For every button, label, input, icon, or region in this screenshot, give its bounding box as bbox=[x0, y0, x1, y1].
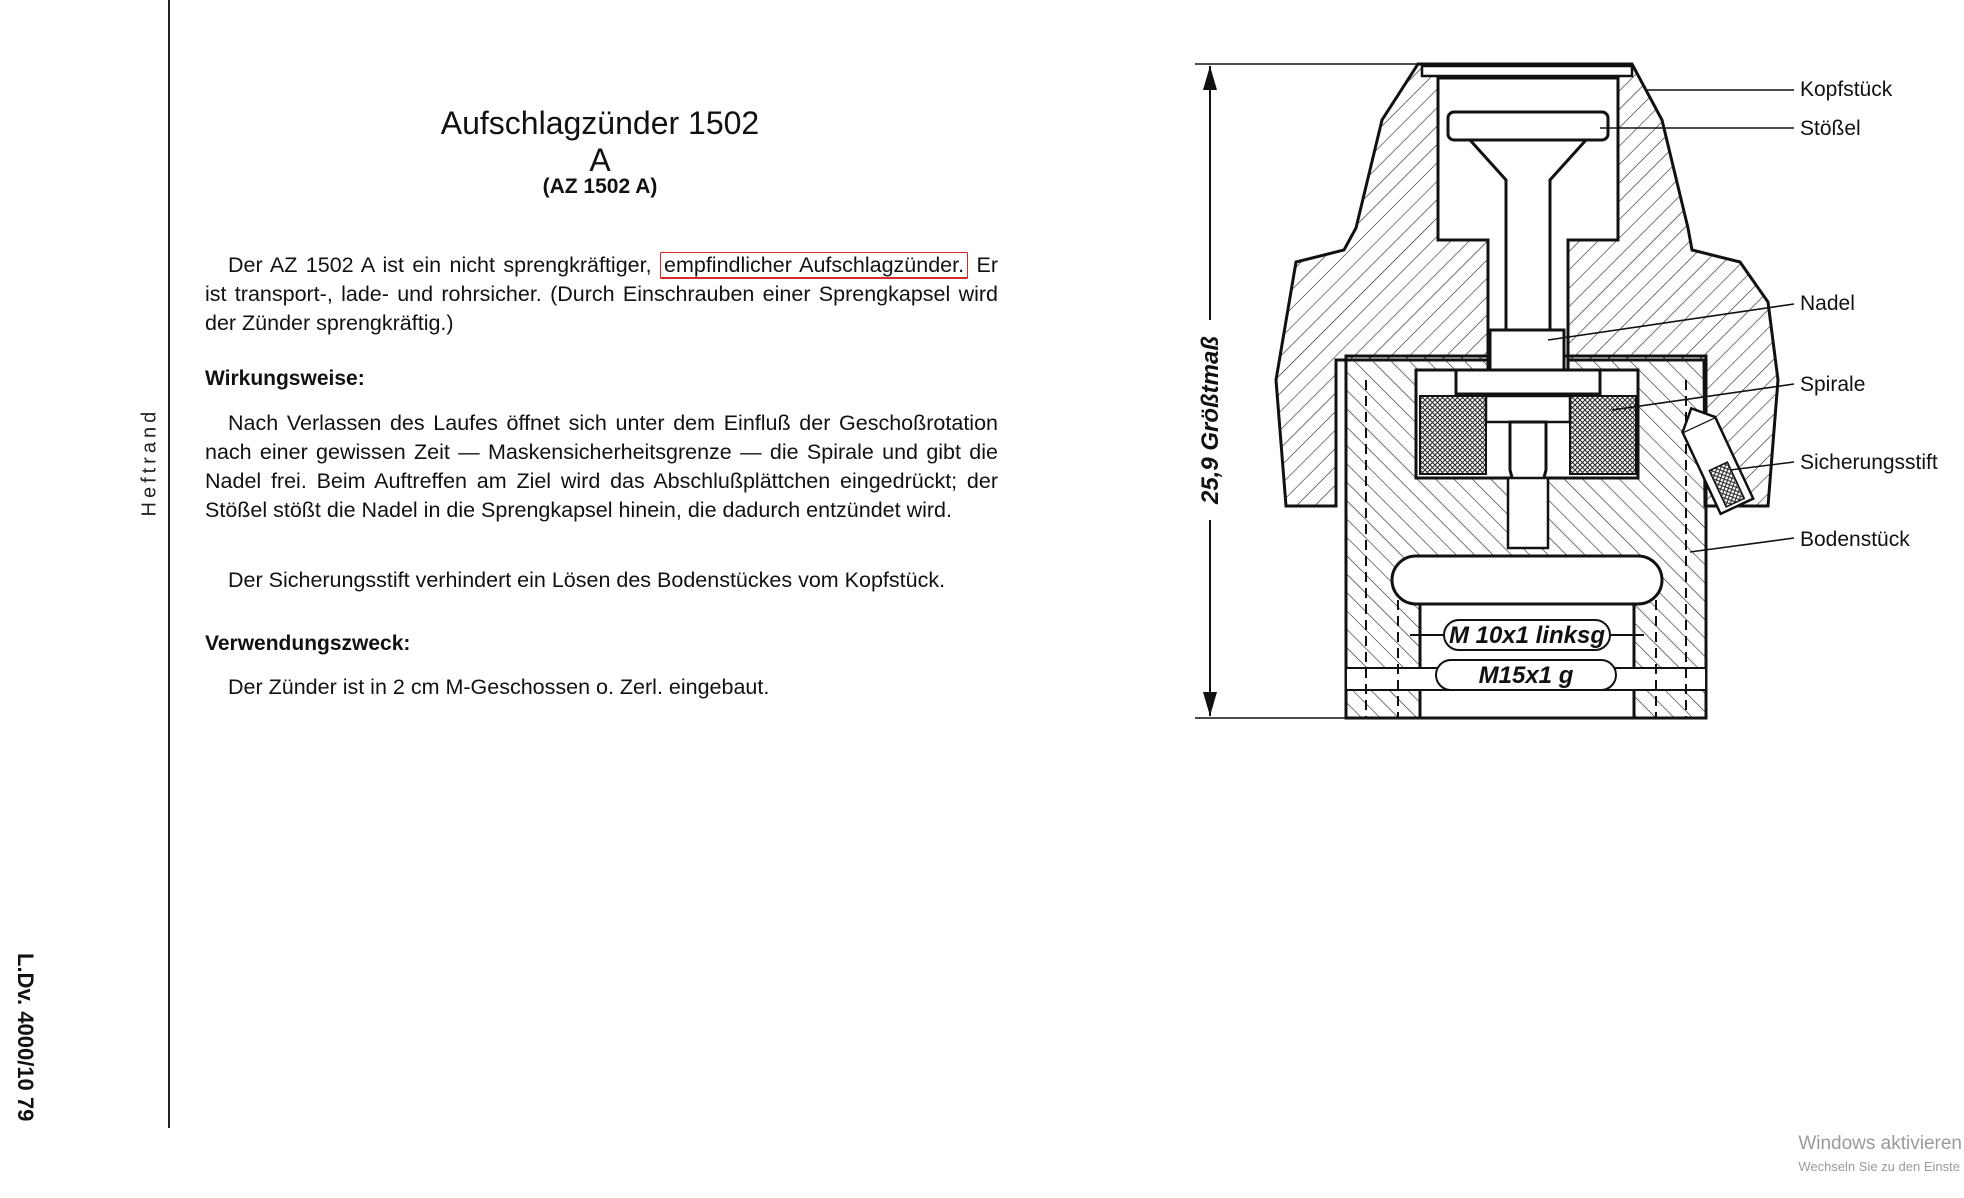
label-kopfstueck: Kopfstück bbox=[1800, 78, 1893, 101]
watermark-line-1: Windows aktivieren bbox=[1798, 1133, 1962, 1154]
heading-wirkungsweise: Wirkungsweise: bbox=[205, 367, 365, 390]
highlighted-phrase: empfindlicher Aufschlagzünder. bbox=[660, 252, 968, 279]
document-reference: L.Dv. 4000/10 79 bbox=[13, 953, 38, 1122]
verwendung-paragraph: Der Zünder ist in 2 cm M-Geschossen o. Zerl. eingebaut. bbox=[228, 675, 770, 699]
spirale-left bbox=[1420, 396, 1486, 474]
intro-text-2: Er ist transport-, lade- und rohrsicher. (Durch Einschrauben einer Sprengkapsel wird der Zünder sprengkräftig.) bbox=[205, 253, 998, 335]
dimension-label: 25,9 Größtmaß bbox=[1197, 335, 1224, 505]
intro-text-1: Der AZ 1502 A ist ein nicht sprengkräftiger, bbox=[228, 253, 660, 277]
windows-activation-watermark bbox=[1798, 1133, 1962, 1174]
fuze-cross-section-diagram bbox=[1150, 40, 1964, 770]
sicherung-paragraph: Der Sicherungsstift verhindert ein Lösen des Bodenstückes vom Kopfstück. bbox=[228, 568, 946, 592]
wirkung-paragraph: Nach Verlassen des Laufes öffnet sich unter dem Einfluß der Geschoßrotation nach einer gewissen Zeit — Maskensicherheitsgrenze — die Spirale und gibt die Nadel frei. Beim Auftreffen am Ziel wird das Abschlußplättchen eingedrückt; der Stößel stößt die Nadel in die Sprengkapsel hinein, die dadurch entzündet wird. bbox=[205, 411, 998, 522]
margin-rule bbox=[168, 0, 170, 1128]
abschlussplaettchen bbox=[1422, 66, 1632, 76]
thread-upper-label: M 10x1 linksg bbox=[1448, 622, 1606, 649]
label-bodenstueck: Bodenstück bbox=[1800, 528, 1910, 551]
heading-verwendungszweck: Verwendungszweck: bbox=[205, 632, 411, 655]
page-title: Aufschlagzünder 1502 A bbox=[440, 105, 760, 178]
heftrand-label: Heftrand bbox=[138, 407, 161, 517]
page-subtitle: (AZ 1502 A) bbox=[542, 175, 658, 198]
label-sicherungsstift: Sicherungsstift bbox=[1800, 451, 1938, 474]
label-spirale: Spirale bbox=[1800, 373, 1866, 396]
thread-lower-label: M15x1 g bbox=[1478, 662, 1574, 689]
watermark-line-2: Wechseln Sie zu den Einste bbox=[1798, 1159, 1960, 1174]
label-stoessel: Stößel bbox=[1800, 117, 1861, 140]
label-nadel: Nadel bbox=[1800, 292, 1855, 315]
intro-paragraph bbox=[205, 251, 998, 338]
